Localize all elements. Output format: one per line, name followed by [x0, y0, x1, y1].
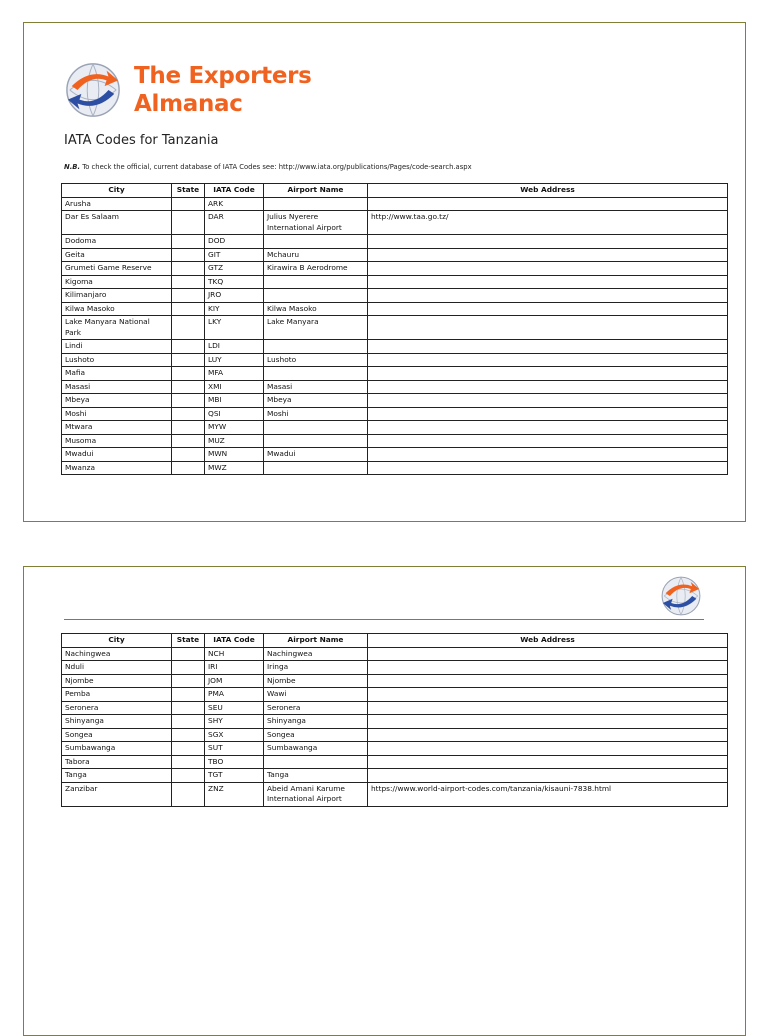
cell-web-address: [368, 421, 728, 435]
cell-city: Geita: [62, 248, 172, 262]
cell-city: Lindi: [62, 340, 172, 354]
cell-state: [172, 394, 205, 408]
cell-iata-code: LUY: [205, 353, 264, 367]
cell-city: Musoma: [62, 434, 172, 448]
cell-web-address: [368, 701, 728, 715]
cell-state: [172, 380, 205, 394]
cell-city: Mbeya: [62, 394, 172, 408]
cell-airport-name: [264, 340, 368, 354]
cell-iata-code: TBO: [205, 755, 264, 769]
cell-web-address: [368, 262, 728, 276]
table-row: [62, 661, 728, 675]
cell-state: [172, 769, 205, 783]
cell-iata-code: SEU: [205, 701, 264, 715]
cell-airport-name: Julius Nyerere International Airport: [264, 211, 368, 235]
cell-iata-code: LKY: [205, 316, 264, 340]
cell-airport-name: Njombe: [264, 674, 368, 688]
note-text: To check the official, current database of IATA Codes see: http://www.iata.org/publications/Pages/code-search.aspx: [80, 163, 472, 171]
cell-web-address: [368, 448, 728, 462]
table-row: [62, 688, 728, 702]
cell-city: Njombe: [62, 674, 172, 688]
table-row: [62, 262, 728, 276]
table-row: [62, 755, 728, 769]
cell-web-address: [368, 434, 728, 448]
iata-codes-table-1: [61, 183, 728, 475]
cell-web-address: http://www.taa.go.tz/: [368, 211, 728, 235]
cell-city: Dar Es Salaam: [62, 211, 172, 235]
cell-airport-name: Seronera: [264, 701, 368, 715]
cell-state: [172, 742, 205, 756]
cell-state: [172, 262, 205, 276]
cell-web-address: [368, 380, 728, 394]
brand-line-2: Almanac: [134, 91, 243, 117]
cell-state: [172, 302, 205, 316]
cell-airport-name: Mbeya: [264, 394, 368, 408]
cell-web-address: [368, 755, 728, 769]
header-state: State: [172, 634, 205, 648]
cell-web-address: [368, 289, 728, 303]
cell-iata-code: MWN: [205, 448, 264, 462]
cell-city: Sumbawanga: [62, 742, 172, 756]
cell-iata-code: DAR: [205, 211, 264, 235]
cell-city: Shinyanga: [62, 715, 172, 729]
cell-city: Lake Manyara National Park: [62, 316, 172, 340]
cell-airport-name: [264, 367, 368, 381]
cell-city: Seronera: [62, 701, 172, 715]
table-row: [62, 421, 728, 435]
cell-airport-name: Nachingwea: [264, 647, 368, 661]
cell-state: [172, 647, 205, 661]
cell-web-address: [368, 275, 728, 289]
cell-airport-name: Lake Manyara: [264, 316, 368, 340]
table-row: [62, 197, 728, 211]
cell-state: [172, 289, 205, 303]
table-header-row: [62, 634, 728, 648]
cell-state: [172, 367, 205, 381]
cell-city: Masasi: [62, 380, 172, 394]
cell-state: [172, 275, 205, 289]
table-row: [62, 715, 728, 729]
table-row: [62, 275, 728, 289]
cell-airport-name: [264, 755, 368, 769]
cell-state: [172, 316, 205, 340]
cell-web-address: [368, 353, 728, 367]
cell-iata-code: JRO: [205, 289, 264, 303]
cell-web-address: [368, 407, 728, 421]
globe-arrows-icon: [660, 575, 702, 617]
brand-line-1: The Exporters: [134, 63, 312, 89]
table-row: [62, 380, 728, 394]
cell-airport-name: Kilwa Masoko: [264, 302, 368, 316]
cell-web-address: [368, 367, 728, 381]
cell-city: Mwanza: [62, 461, 172, 475]
cell-state: [172, 211, 205, 235]
cell-airport-name: Tanga: [264, 769, 368, 783]
table-row: [62, 448, 728, 462]
cell-airport-name: [264, 289, 368, 303]
cell-web-address: [368, 742, 728, 756]
cell-iata-code: PMA: [205, 688, 264, 702]
table-row: [62, 340, 728, 354]
cell-web-address: [368, 340, 728, 354]
cell-city: Mwadui: [62, 448, 172, 462]
cell-iata-code: ZNZ: [205, 782, 264, 806]
table-row: [62, 394, 728, 408]
cell-airport-name: [264, 197, 368, 211]
cell-state: [172, 248, 205, 262]
header-airport-name: Airport Name: [264, 634, 368, 648]
cell-iata-code: SHY: [205, 715, 264, 729]
cell-state: [172, 701, 205, 715]
globe-arrows-icon: [64, 61, 122, 119]
cell-iata-code: QSI: [205, 407, 264, 421]
cell-iata-code: MUZ: [205, 434, 264, 448]
table-row: [62, 407, 728, 421]
cell-state: [172, 782, 205, 806]
note-prefix: N.B.: [64, 163, 81, 171]
cell-airport-name: [264, 434, 368, 448]
cell-iata-code: XMI: [205, 380, 264, 394]
cell-iata-code: MWZ: [205, 461, 264, 475]
table-header-row: [62, 184, 728, 198]
brand-logo: [64, 61, 312, 119]
cell-city: Lushoto: [62, 353, 172, 367]
header-state: State: [172, 184, 205, 198]
cell-state: [172, 728, 205, 742]
cell-airport-name: Abeid Amani Karume International Airport: [264, 782, 368, 806]
cell-state: [172, 407, 205, 421]
header-divider: [64, 619, 704, 620]
header-web-address: Web Address: [368, 634, 728, 648]
cell-iata-code: MFA: [205, 367, 264, 381]
cell-iata-code: TGT: [205, 769, 264, 783]
cell-city: Pemba: [62, 688, 172, 702]
cell-airport-name: Wawi: [264, 688, 368, 702]
header-web-address: Web Address: [368, 184, 728, 198]
cell-city: Tanga: [62, 769, 172, 783]
header-city: City: [62, 184, 172, 198]
cell-city: Grumeti Game Reserve: [62, 262, 172, 276]
table-row: [62, 782, 728, 806]
cell-iata-code: SGX: [205, 728, 264, 742]
cell-city: Arusha: [62, 197, 172, 211]
table-row: [62, 353, 728, 367]
cell-airport-name: Mchauru: [264, 248, 368, 262]
cell-state: [172, 448, 205, 462]
table-row: [62, 211, 728, 235]
cell-airport-name: [264, 275, 368, 289]
cell-city: Kilimanjaro: [62, 289, 172, 303]
cell-airport-name: [264, 421, 368, 435]
cell-iata-code: LDI: [205, 340, 264, 354]
cell-iata-code: KIY: [205, 302, 264, 316]
table-row: [62, 316, 728, 340]
cell-iata-code: GTZ: [205, 262, 264, 276]
cell-iata-code: GIT: [205, 248, 264, 262]
cell-city: Zanzibar: [62, 782, 172, 806]
table-row: [62, 728, 728, 742]
table-row: [62, 461, 728, 475]
table-row: [62, 434, 728, 448]
table-row: [62, 742, 728, 756]
header-city: City: [62, 634, 172, 648]
cell-state: [172, 353, 205, 367]
table-row: [62, 367, 728, 381]
cell-city: Mafia: [62, 367, 172, 381]
cell-city: Kigoma: [62, 275, 172, 289]
cell-city: Tabora: [62, 755, 172, 769]
header-iata-code: IATA Code: [205, 634, 264, 648]
cell-web-address: [368, 769, 728, 783]
cell-web-address: [368, 235, 728, 249]
cell-iata-code: NCH: [205, 647, 264, 661]
cell-airport-name: Masasi: [264, 380, 368, 394]
cell-airport-name: [264, 235, 368, 249]
cell-airport-name: Sumbawanga: [264, 742, 368, 756]
cell-state: [172, 755, 205, 769]
cell-airport-name: Moshi: [264, 407, 368, 421]
cell-iata-code: SUT: [205, 742, 264, 756]
cell-airport-name: [264, 461, 368, 475]
document-title: IATA Codes for Tanzania: [64, 133, 219, 148]
cell-city: Moshi: [62, 407, 172, 421]
table-row: [62, 647, 728, 661]
cell-state: [172, 197, 205, 211]
header-iata-code: IATA Code: [205, 184, 264, 198]
table-row: [62, 674, 728, 688]
cell-airport-name: Lushoto: [264, 353, 368, 367]
cell-city: Mtwara: [62, 421, 172, 435]
cell-state: [172, 688, 205, 702]
cell-state: [172, 340, 205, 354]
cell-state: [172, 461, 205, 475]
cell-state: [172, 661, 205, 675]
cell-web-address: [368, 461, 728, 475]
cell-web-address: [368, 728, 728, 742]
iata-note: [64, 163, 472, 171]
cell-web-address: [368, 674, 728, 688]
cell-airport-name: Songea: [264, 728, 368, 742]
table-row: [62, 248, 728, 262]
cell-web-address: [368, 647, 728, 661]
cell-airport-name: Shinyanga: [264, 715, 368, 729]
cell-iata-code: TKQ: [205, 275, 264, 289]
cell-iata-code: ARK: [205, 197, 264, 211]
cell-web-address: [368, 715, 728, 729]
cell-airport-name: Kirawira B Aerodrome: [264, 262, 368, 276]
cell-state: [172, 434, 205, 448]
document-page-1: [23, 22, 746, 522]
iata-codes-table-2: [61, 633, 728, 807]
cell-iata-code: MYW: [205, 421, 264, 435]
cell-web-address: [368, 302, 728, 316]
cell-web-address: [368, 688, 728, 702]
cell-airport-name: Iringa: [264, 661, 368, 675]
document-page-2: [23, 566, 746, 1036]
cell-state: [172, 674, 205, 688]
cell-iata-code: JOM: [205, 674, 264, 688]
cell-city: Kilwa Masoko: [62, 302, 172, 316]
cell-city: Songea: [62, 728, 172, 742]
cell-iata-code: IRI: [205, 661, 264, 675]
table-row: [62, 235, 728, 249]
cell-state: [172, 235, 205, 249]
header-airport-name: Airport Name: [264, 184, 368, 198]
cell-web-address: https://www.world-airport-codes.com/tanzania/kisauni-7838.html: [368, 782, 728, 806]
cell-city: Nduli: [62, 661, 172, 675]
table-row: [62, 302, 728, 316]
table-row: [62, 701, 728, 715]
table-row: [62, 289, 728, 303]
cell-city: Nachingwea: [62, 647, 172, 661]
cell-web-address: [368, 316, 728, 340]
cell-web-address: [368, 661, 728, 675]
cell-web-address: [368, 197, 728, 211]
cell-web-address: [368, 394, 728, 408]
cell-state: [172, 421, 205, 435]
cell-iata-code: DOD: [205, 235, 264, 249]
cell-state: [172, 715, 205, 729]
table-row: [62, 769, 728, 783]
cell-city: Dodoma: [62, 235, 172, 249]
cell-web-address: [368, 248, 728, 262]
cell-iata-code: MBI: [205, 394, 264, 408]
cell-airport-name: Mwadui: [264, 448, 368, 462]
